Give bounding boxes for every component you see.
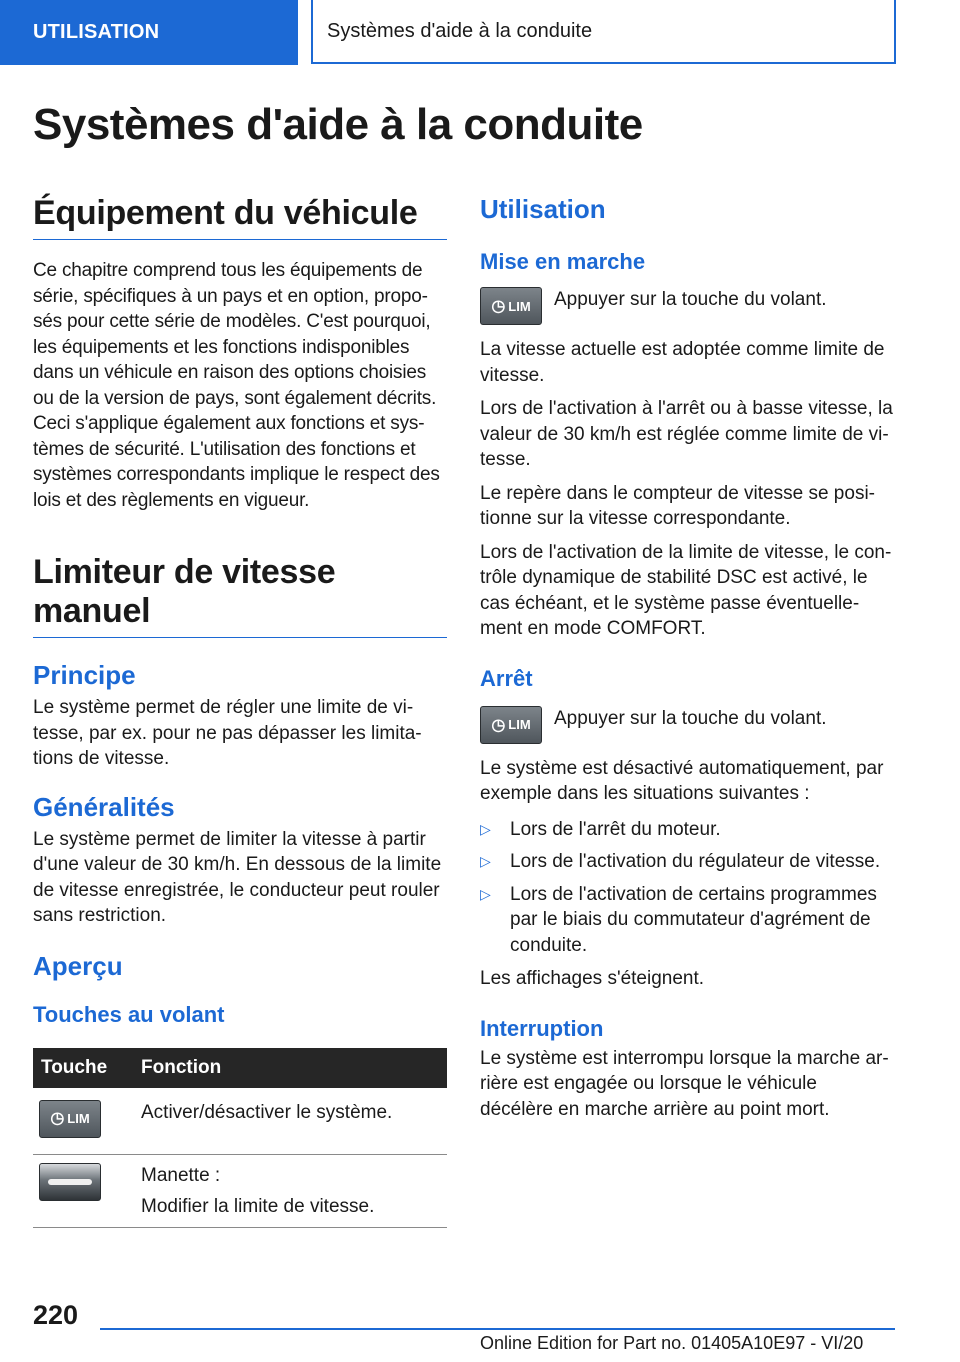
edition-text: Online Edition for Part no. 01405A10E97 - VI/20 [480, 1333, 864, 1353]
limiter-heading: Limiteur de vitesse manuel [33, 553, 447, 638]
page-title: Systèmes d'aide à la conduite [33, 100, 643, 149]
principle-text: Le système permet de régler une limite de vi-tesse, par ex. pour ne pas dépasser les limita-tions de vitesse. [33, 697, 422, 769]
triangle-bullet-icon: ▷ [480, 853, 491, 869]
chapter-label: Systèmes d'aide à la conduite [327, 19, 593, 42]
table-row [33, 1154, 447, 1227]
triangle-bullet-icon: ▷ [480, 820, 491, 837]
principle-heading: Principe [33, 660, 136, 690]
left-column [33, 190, 447, 1228]
chapter-tab [311, 0, 896, 64]
stop-heading: Arrêt [480, 665, 533, 691]
start-button-text: Appuyer sur la touche du volant. [554, 289, 827, 310]
table-row [33, 1088, 447, 1155]
list-item: ▷ Lors de l'activation du régulateur de vitesse. [480, 851, 881, 872]
overview-heading: Aperçu [33, 950, 123, 981]
start-paragraph-4: Lors de l'activation de la limite de vitesse, le con-trôle dynamique de stabilité DSC est activé, le cas échéant, et le système passe éventuelle-ment en mode COMFORT. [480, 541, 892, 639]
list-item: ▷ Lors de l'arrêt du moteur. [480, 818, 721, 840]
right-column [480, 190, 895, 1122]
stop-paragraph-2: Les affichages s'éteignent. [480, 968, 705, 989]
equipment-heading: Équipement du véhicule [33, 194, 447, 240]
lim-button-icon: ◷ LIM [480, 287, 542, 325]
equipment-text: Ce chapitre comprend tous les équipements de série, spécifiques à un pays et en option, propo-sés pour cette série de modèles. C'est pourquoi, les équipements et les fonctions indisponibles dans un véhicule en raison des options choisies ou de la version de pays, sont également décrits. Ceci s'applique également aux fonctions et sys-tèmes de sécurité. L'utilisation des fonctions et systèmes correspondants implique le respect des lois et des règlements en vigueur. [33, 260, 440, 511]
rocker-switch-icon [39, 1163, 101, 1201]
wheel-keys-heading: Touches au volant [33, 1001, 225, 1027]
start-paragraph-3: Le repère dans le compteur de vitesse se posi-tionne sur la vitesse correspondante. [480, 482, 875, 529]
page-number: 220 [33, 1300, 79, 1330]
lim-button-icon: ◷ LIM [39, 1100, 101, 1138]
table-cell-function-1: Activer/désactiver le système. [133, 1088, 447, 1155]
section-label: UTILISATION [33, 21, 160, 43]
general-text: Le système permet de limiter la vitesse à partir d'une valeur de 30 km/h. En dessous de la limite de vitesse enregistrée, le conducteur peut rouler sans restriction. [33, 828, 442, 926]
table-cell-function-2b: Modifier la limite de vitesse. [141, 1195, 375, 1217]
stop-button-text: Appuyer sur la touche du volant. [554, 707, 827, 729]
table-header-key: Touche [33, 1048, 133, 1088]
interruption-heading: Interruption [480, 1015, 604, 1041]
stop-paragraph-1: Le système est désactivé automatiquement, par exemple dans les situations suivantes : [480, 757, 884, 804]
stop-bullet-list [480, 817, 895, 959]
table-cell-function-2a: Manette : [141, 1164, 221, 1186]
footer-divider [100, 1328, 895, 1330]
section-tab [0, 0, 298, 65]
list-item: ▷ Lors de l'activation de certains programmes par le biais du commutateur d'agrément de conduite. [480, 883, 877, 956]
general-heading: Généralités [33, 791, 175, 822]
table-header-function: Fonction [133, 1048, 447, 1088]
usage-heading: Utilisation [480, 194, 606, 224]
start-heading: Mise en marche [480, 249, 646, 274]
interruption-text: Le système est interrompu lorsque la marche ar-rière est engagée ou lorsque le véhicule décélère en marche arrière au point mort. [480, 1047, 889, 1120]
triangle-bullet-icon: ▷ [480, 885, 491, 902]
start-paragraph-2: Lors de l'activation à l'arrêt ou à basse vitesse, la valeur de 30 km/h est réglée comme limite de vi-tesse. [480, 398, 893, 470]
wheel-keys-table [33, 1048, 447, 1228]
start-paragraph-1: La vitesse actuelle est adoptée comme limite de vitesse. [480, 339, 885, 386]
lim-button-icon: ◷ LIM [480, 706, 542, 744]
